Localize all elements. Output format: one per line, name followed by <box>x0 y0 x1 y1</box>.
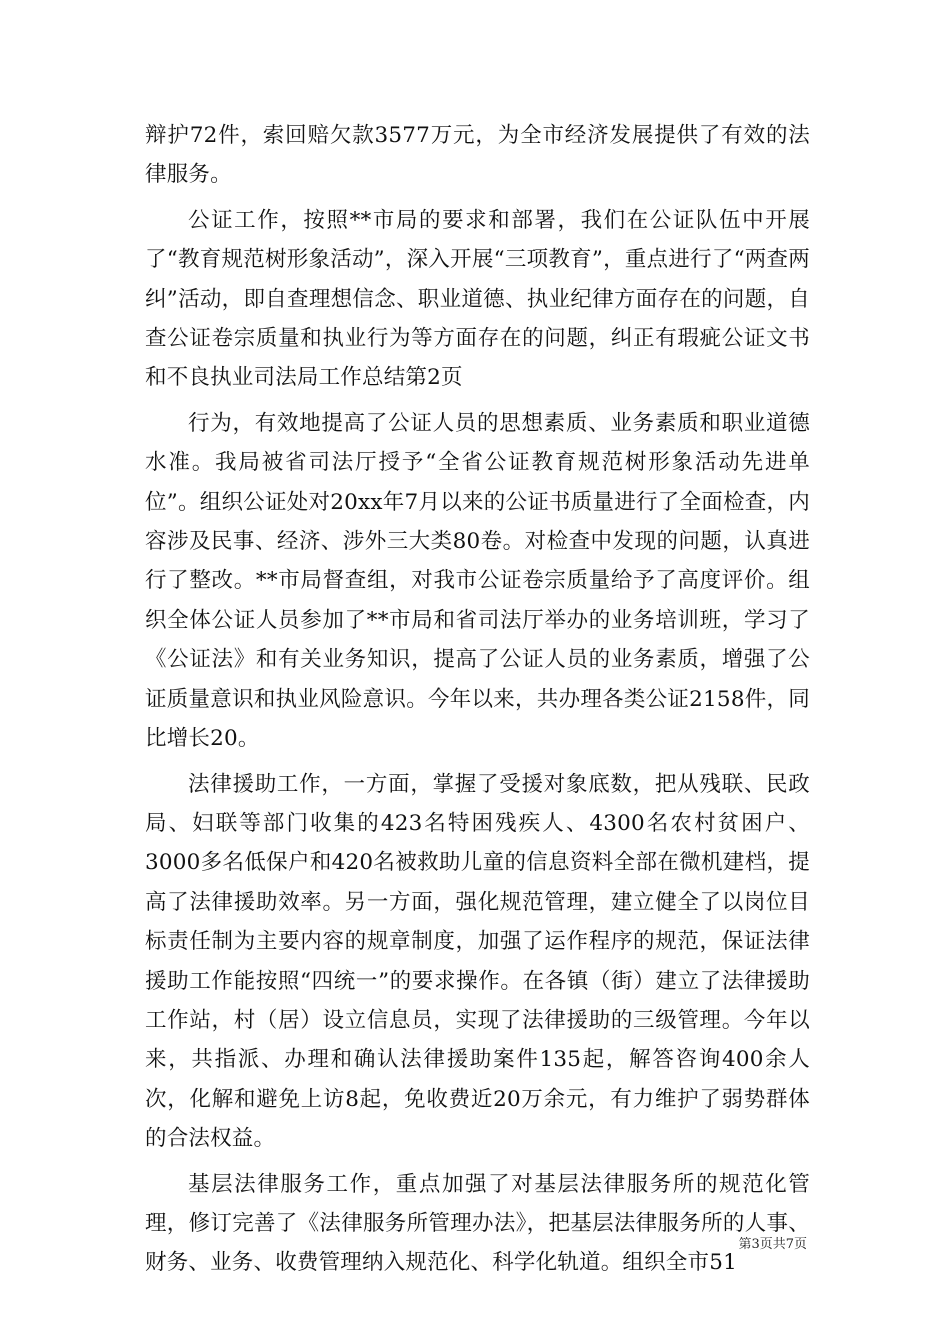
paragraph-notary-work: 公证工作，按照**市局的要求和部署，我们在公证队伍中开展了“教育规范树形象活动”，深入开展“三项教育”，重点进行了“两查两纠”活动，即自查理想信念、职业道德、执业纪律方面存在的问题，自查公证卷宗质量和执业行为等方面存在的问题，纠正有瑕疵公证文书和不良执业司法局工作总结第2页 <box>145 207 810 391</box>
document-body <box>145 116 810 1289</box>
paragraph-continuation: 辩护72件，索回赔欠款3577万元，为全市经济发展提供了有效的法律服务。 <box>145 123 810 188</box>
paragraph-grassroots-legal-service: 基层法律服务工作，重点加强了对基层法律服务所的规范化管理，修订完善了《法律服务所管理办法》，把基层法律服务所的人事、财务、业务、收费管理纳入规范化、科学化轨道。组织全市51 <box>145 1171 810 1276</box>
paragraph-notary-results: 行为，有效地提高了公证人员的思想素质、业务素质和职业道德水准。我局被省司法厅授予“全省公证教育规范树形象活动先进单位”。组织公证处对20xx年7月以来的公证书质量进行了全面检查，内容涉及民事、经济、涉外三大类80卷。对检查中发现的问题，认真进行了整改。**市局督查组，对我市公证卷宗质量给予了高度评价。组织全体公证人员参加了**市局和省司法厅举办的业务培训班，学习了《公证法》和有关业务知识，提高了公证人员的业务素质，增强了公证质量意识和执业风险意识。今年以来，共办理各类公证2158件，同比增长20。 <box>145 410 810 752</box>
paragraph-legal-aid: 法律援助工作，一方面，掌握了受援对象底数，把从残联、民政局、妇联等部门收集的423名特困残疾人、4300名农村贫困户、3000多名低保户和420名被救助儿童的信息资料全部在微机建档，提高了法律援助效率。另一方面，强化规范管理，建立健全了以岗位目标责任制为主要内容的规章制度，加强了运作程序的规范，保证法律援助工作能按照“四统一”的要求操作。在各镇（街）建立了法律援助工作站，村（居）设立信息员，实现了法律援助的三级管理。今年以来，共指派、办理和确认法律援助案件135起，解答咨询400余人次，化解和避免上访8起，免收费近20万余元，有力维护了弱势群体的合法权益。 <box>145 771 810 1152</box>
page-number-footer: 第3页共7页 <box>738 1237 807 1252</box>
